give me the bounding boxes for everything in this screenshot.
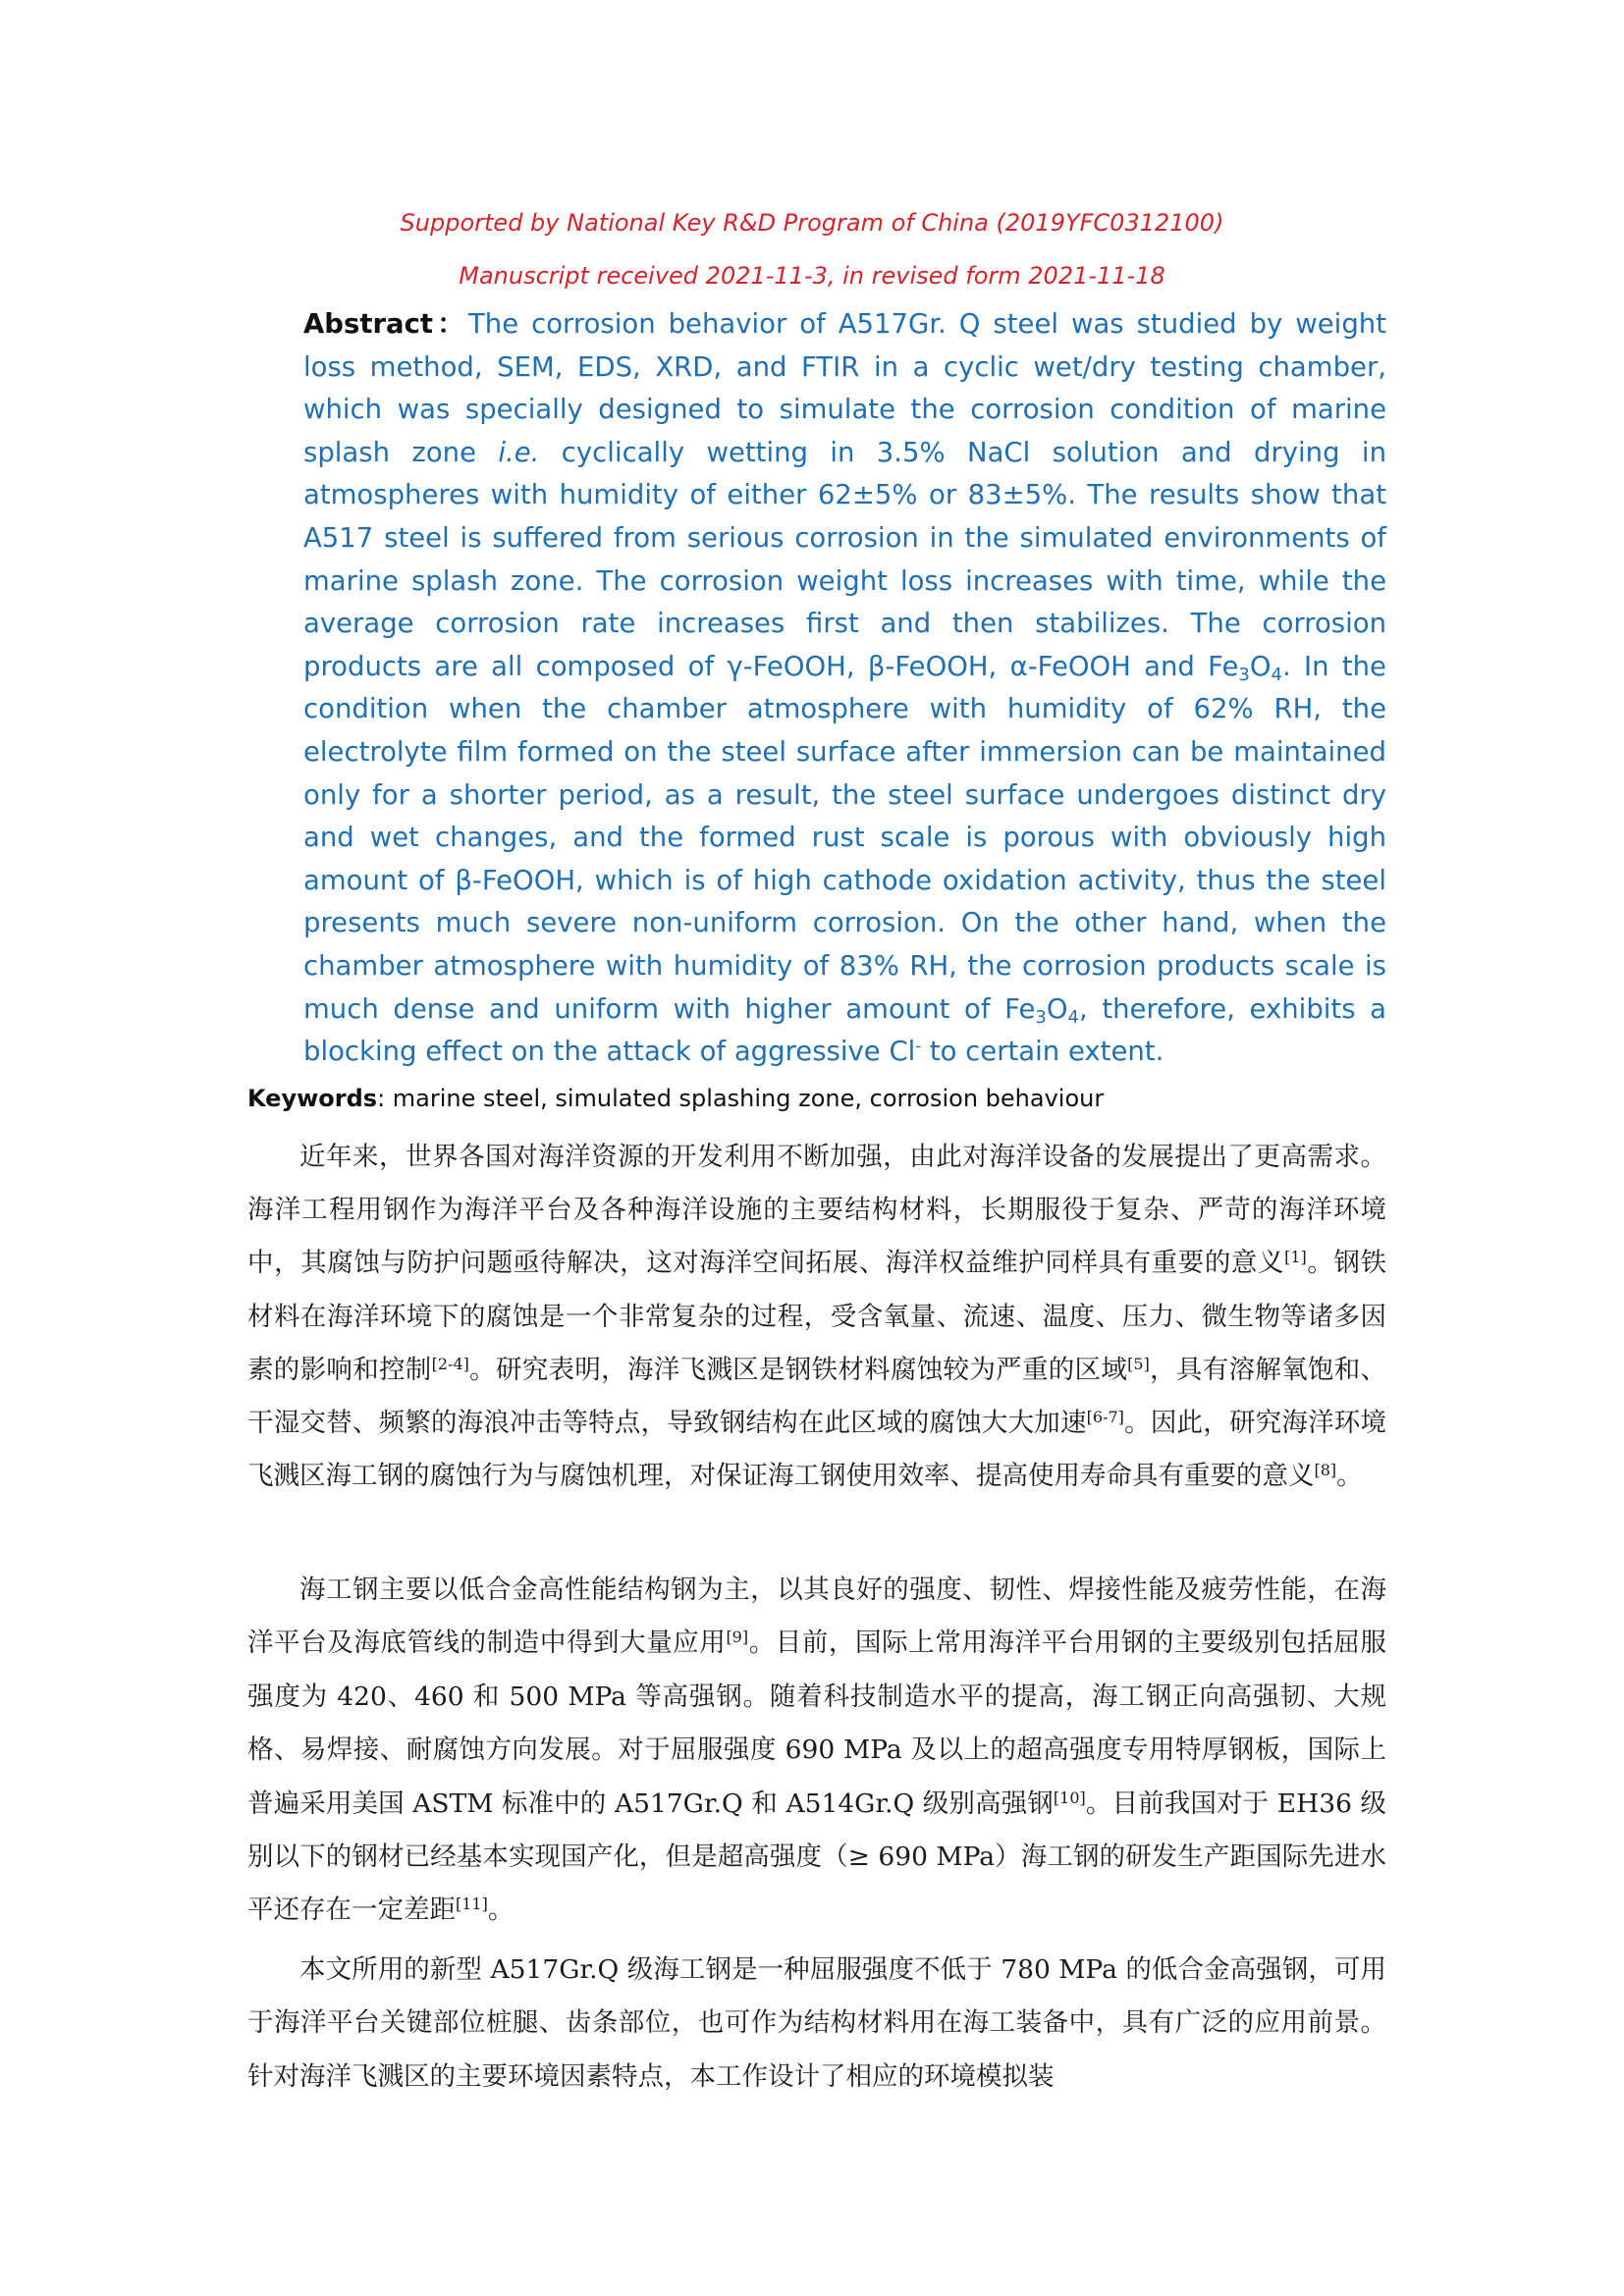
subscript: 3 bbox=[1035, 1006, 1047, 1028]
keywords-label: Keywords bbox=[247, 1085, 378, 1112]
abstract-text: , therefore, exhibits a blocking effect on the attack of aggressive Cl bbox=[303, 992, 1386, 1068]
subscript: 3 bbox=[1238, 664, 1250, 685]
paragraph-text: 。研究表明，海洋飞溅区是钢铁材料腐蚀较为严重的区域 bbox=[468, 1354, 1128, 1385]
citation-ref: [10] bbox=[1053, 1788, 1086, 1807]
abstract-text: The corrosion behavior of A517Gr. Q steel was studied by weight loss method, SEM, EDS, XRD, and FTIR in a cyclic wet/dry testing chamber, which was specially designed to simulate the corrosion condition of marine splash zone bbox=[303, 308, 1386, 468]
citation-ref: [2-4] bbox=[431, 1354, 469, 1373]
paragraph-text: 。因此，研究海洋环境飞溅区海工钢的腐蚀行为与腐蚀机理，对保证海工钢使用效率、提高使用寿命具有重要的意义 bbox=[247, 1408, 1387, 1492]
subscript: 4 bbox=[1067, 1006, 1079, 1028]
manuscript-received-note: Manuscript received 2021-11-3, in revised form 2021-11-18 bbox=[459, 262, 1165, 290]
citation-ref: [11] bbox=[456, 1895, 488, 1914]
abstract-text: . In the condition when the chamber atmosphere with humidity of 62% RH, the electrolyte film formed on the steel surface after immersion can be maintained only for a shorter period, as a result, the steel surface undergoes distinct dry and wet changes, and the formed rust scale is porous with obviously high amount of β-FeOOH, which is of high cathode oxidation activity, thus the steel presents much severe non-uniform corrosion. On the other hand, when the chamber atmosphere with humidity of 83% RH, the corrosion products scale is much dense and uniform with higher amount of Fe bbox=[303, 650, 1386, 1025]
abstract-label: Abstract： bbox=[303, 308, 468, 340]
paragraph-text: 海工钢主要以低合金高性能结构钢为主，以其良好的强度、韧性、焊接性能及疲劳性能，在海洋平台及海底管线的制造中得到大量应用 bbox=[247, 1575, 1386, 1659]
citation-ref: [9] bbox=[726, 1628, 749, 1647]
citation-ref: [1] bbox=[1284, 1248, 1307, 1267]
abstract-ie: i.e. bbox=[498, 436, 540, 468]
body-paragraph-3 bbox=[247, 1944, 1386, 2104]
paragraph-text: 。 bbox=[1336, 1461, 1363, 1492]
paragraph-text: 近年来，世界各国对海洋资源的开发利用不断加强，由此对海洋设备的发展提出了更高需求。海洋工程用钢作为海洋平台及各种海洋设施的主要结构材料，长期服役于复杂、严苛的海洋环境中，其腐蚀与防护问题亟待解决，这对海洋空间拓展、海洋权益维护同样具有重要的意义 bbox=[247, 1142, 1386, 1279]
body-paragraph-1 bbox=[247, 1131, 1386, 1503]
abstract-text: O bbox=[1249, 650, 1272, 682]
paragraph-text: 。钢铁材料在海洋环境下的腐蚀是一个非常复杂的过程，受含氧量、流速、温度、压力、微生物等诸多因素的影响和控制 bbox=[247, 1248, 1387, 1385]
superscript: - bbox=[915, 1037, 922, 1056]
subscript: 4 bbox=[1271, 664, 1282, 685]
paragraph-text: 。目前我国对于 EH36 级别以下的钢材已经基本实现国产化，但是超高强度（≥ 690 MPa）海工钢的研发生产距国际先进水平还存在一定差距 bbox=[247, 1788, 1386, 1926]
paragraph-text: 。 bbox=[487, 1895, 514, 1926]
abstract-block bbox=[303, 303, 1386, 1074]
citation-ref: [6-7] bbox=[1086, 1408, 1124, 1427]
funding-note: Supported by National Key R&D Program of China (2019YFC0312100) bbox=[400, 209, 1224, 237]
abstract-text: O bbox=[1046, 992, 1068, 1025]
paragraph-text: ，具有溶解氧饱和、干湿交替、频繁的海浪冲击等特点，导致钢结构在此区域的腐蚀大大加速 bbox=[247, 1354, 1387, 1439]
abstract-text: to certain extent. bbox=[921, 1036, 1164, 1068]
keywords-text: : marine steel, simulated splashing zone, corrosion behaviour bbox=[377, 1085, 1105, 1112]
keywords-line bbox=[247, 1085, 1386, 1112]
abstract-text: cyclically wetting in 3.5% NaCl solution and drying in atmospheres with humidity of either 62±5% or 83±5%. The results show that A517 steel is suffered from serious corrosion in the simulated environments of marine splash zone. The corrosion weight loss increases with time, while the average corrosion rate increases first and then stabilizes. The corrosion products are all composed of γ-FeOOH, β-FeOOH, α-FeOOH and Fe bbox=[303, 436, 1386, 682]
paragraph-text: 本文所用的新型 A517Gr.Q 级海工钢是一种屈服强度不低于 780 MPa 的低合金高强钢，可用于海洋平台关键部位桩腿、齿条部位，也可作为结构材料用在海工装备中，具有广泛的应用前景。针对海洋飞溅区的主要环境因素特点，本工作设计了相应的环境模拟装 bbox=[247, 1954, 1386, 2092]
paragraph-text: 。目前，国际上常用海洋平台用钢的主要级别包括屈服强度为 420、460 和 500 MPa 等高强钢。随着科技制造水平的提高，海工钢正向高强韧、大规格、易焊接、耐腐蚀方向发展。对于屈服强度 690 MPa 及以上的超高强度专用特厚钢板，国际上普遍采用美国 ASTM 标准中的 A517Gr.Q 和 A514Gr.Q 级别高强钢 bbox=[247, 1628, 1387, 1819]
citation-ref: [8] bbox=[1314, 1461, 1337, 1480]
citation-ref: [5] bbox=[1127, 1354, 1150, 1373]
body-paragraph-2 bbox=[247, 1564, 1386, 1938]
